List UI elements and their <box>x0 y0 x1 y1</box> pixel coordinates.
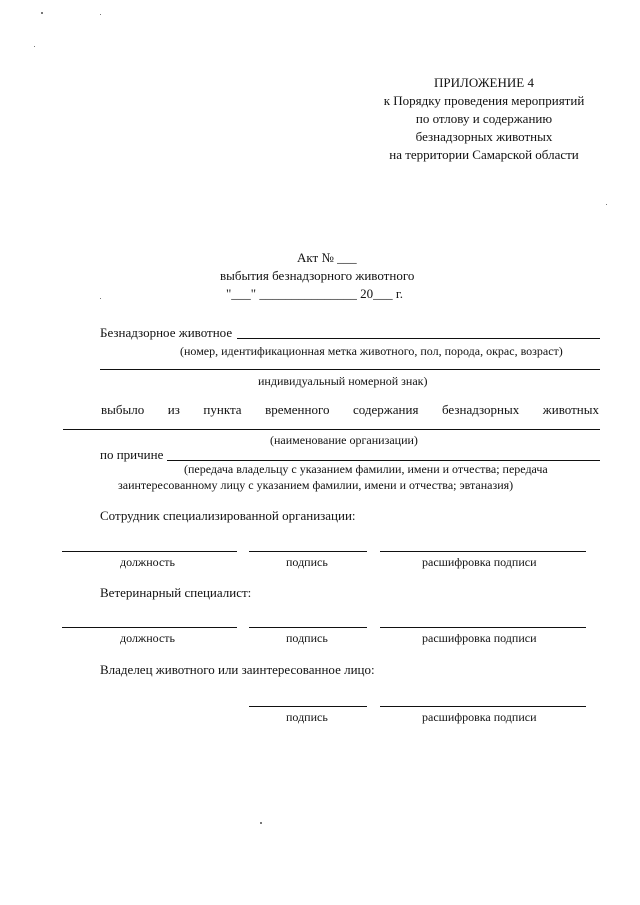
departed-word: животных <box>542 402 599 417</box>
reason-hint-1: (передача владельцу с указанием фамилии, имени и отчества; передача <box>184 462 548 476</box>
appendix-block <box>350 74 618 164</box>
departed-word: безнадзорных <box>441 402 520 417</box>
appendix-title: ПРИЛОЖЕНИЕ 4 <box>434 75 534 90</box>
scan-speck <box>100 14 101 15</box>
staff-decoding-caption: расшифровка подписи <box>422 555 537 569</box>
departed-word: выбыло <box>101 402 145 417</box>
appendix-line: по отлову и содержанию <box>415 111 553 126</box>
animal-hint-2: индивидуальный номерной знак) <box>258 374 428 388</box>
animal-hint: (номер, идентификационная метка животного, пол, порода, окрас, возраст) <box>180 344 563 358</box>
animal-fill-line <box>237 338 600 339</box>
scan-speck <box>34 46 35 47</box>
staff-position-caption: должность <box>120 555 175 569</box>
animal-label: Безнадзорное животное <box>100 325 233 340</box>
staff-decoding-line <box>380 551 586 552</box>
scan-speck <box>41 12 43 14</box>
vet-label: Ветеринарный специалист: <box>100 585 252 600</box>
owner-signature-caption: подпись <box>286 710 328 724</box>
organization-fill-line <box>63 429 600 430</box>
vet-position-line <box>62 627 237 628</box>
owner-decoding-caption: расшифровка подписи <box>422 710 537 724</box>
scan-speck <box>606 204 607 205</box>
staff-label: Сотрудник специализированной организации: <box>100 508 356 523</box>
departed-word: из <box>167 402 180 417</box>
organization-hint: (наименование организации) <box>270 433 418 447</box>
vet-decoding-line <box>380 627 586 628</box>
departed-sentence <box>101 402 599 418</box>
animal-fill-line-2 <box>100 369 600 370</box>
act-date-line: "___" _______________ 20___ г. <box>226 286 403 301</box>
owner-label: Владелец животного или заинтересованное лицо: <box>100 662 375 677</box>
scan-speck <box>260 822 262 824</box>
departed-word: временного <box>265 402 330 417</box>
departed-word: содержания <box>353 402 419 417</box>
vet-decoding-caption: расшифровка подписи <box>422 631 537 645</box>
vet-position-caption: должность <box>120 631 175 645</box>
act-subtitle: выбытия безнадзорного животного <box>220 268 415 283</box>
staff-signature-caption: подпись <box>286 555 328 569</box>
reason-hint-2: заинтересованному лицу с указанием фамилии, имени и отчества; эвтаназия) <box>118 478 514 492</box>
staff-position-line <box>62 551 237 552</box>
vet-signature-caption: подпись <box>286 631 328 645</box>
vet-signature-line <box>249 627 367 628</box>
reason-label: по причине <box>100 447 164 462</box>
scan-speck <box>100 298 101 299</box>
appendix-line: к Порядку проведения мероприятий <box>383 93 585 108</box>
appendix-line: на территории Самарской области <box>389 147 579 162</box>
act-title: Акт № ___ <box>297 250 357 265</box>
staff-signature-line <box>249 551 367 552</box>
owner-decoding-line <box>380 706 586 707</box>
departed-word: пункта <box>203 402 242 417</box>
appendix-line: безнадзорных животных <box>415 129 553 144</box>
owner-signature-line <box>249 706 367 707</box>
